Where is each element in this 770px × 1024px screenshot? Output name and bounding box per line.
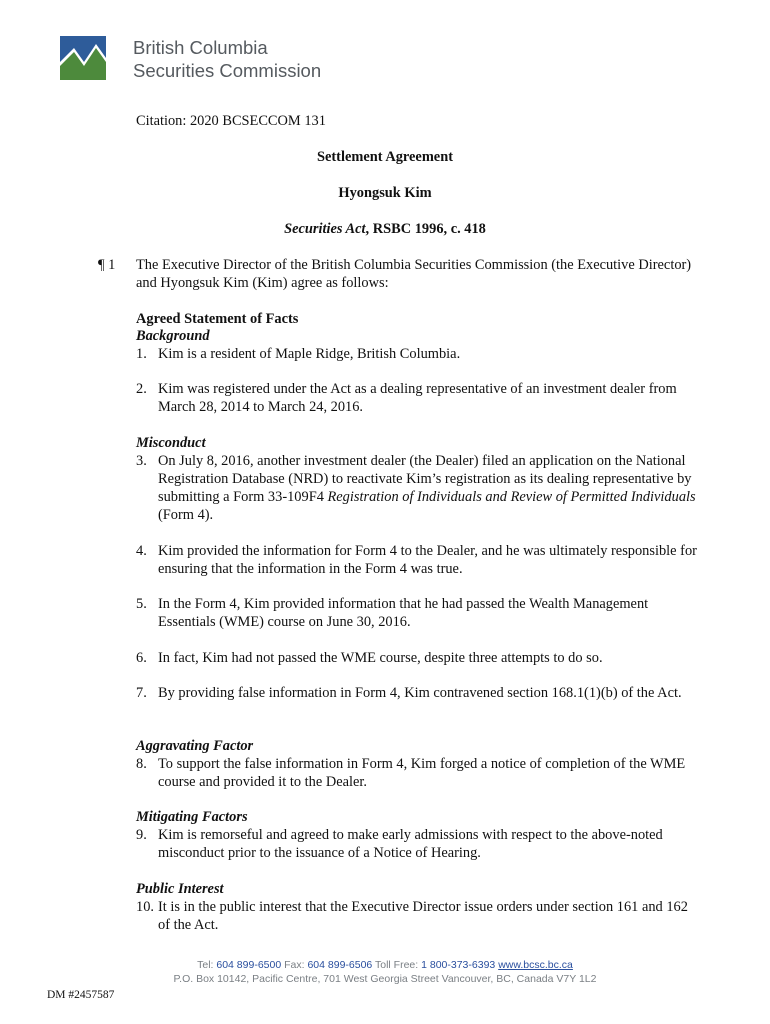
org-name-line2: Securities Commission bbox=[133, 60, 322, 81]
item-number: 7. bbox=[136, 685, 147, 701]
list-item: Kim was registered under the Act as a dealing representative of an investment dealer from March 28, 2014 to March 24, 2016. bbox=[158, 381, 677, 415]
item-number: 2. bbox=[136, 381, 147, 397]
form-title: Registration of Individuals and Review of Permitted Individuals bbox=[327, 489, 696, 505]
list-item: Kim is remorseful and agreed to make early admissions with respect to the above-noted misconduct prior to the issuance of a Notice of Hearing. bbox=[158, 827, 663, 861]
dm-number: DM #2457587 bbox=[47, 989, 115, 1001]
statute-citation: , RSBC 1996, c. 418 bbox=[365, 221, 486, 237]
misconduct-heading: Misconduct bbox=[136, 435, 206, 451]
footer-address: P.O. Box 10142, Pacific Centre, 701 West Georgia Street Vancouver, BC, Canada V7Y 1L2 bbox=[173, 973, 597, 985]
tollfree-number: 1 800-373-6393 bbox=[421, 959, 496, 971]
item-text: On July 8, 2016, another investment dealer (the Dealer) filed an application on the National Registration Database (NRD) to reactivate Kim’s registration as its dealing representative by submitting a Form 33-109F4 bbox=[158, 453, 692, 505]
item-number: 9. bbox=[136, 827, 147, 843]
tel-label: Tel: bbox=[197, 959, 214, 971]
list-item bbox=[158, 452, 698, 524]
item-number: 5. bbox=[136, 596, 147, 612]
item-number: 6. bbox=[136, 650, 147, 666]
list-item: In the Form 4, Kim provided information that he had passed the Wealth Management Essentials (WME) course on June 30, 2016. bbox=[158, 596, 649, 630]
list-item: To support the false information in Form 4, Kim forged a notice of completion of the WME course and provided it to the Dealer. bbox=[158, 756, 686, 790]
paragraph-mark: ¶ 1 bbox=[98, 257, 116, 273]
item-number: 3. bbox=[136, 453, 147, 469]
aggravating-heading: Aggravating Factor bbox=[136, 738, 254, 754]
item-number: 4. bbox=[136, 543, 147, 559]
item-number: 8. bbox=[136, 756, 147, 772]
bcsc-logo-icon bbox=[60, 36, 106, 80]
item-number: 1. bbox=[136, 346, 147, 362]
document-title: Settlement Agreement bbox=[317, 149, 453, 165]
list-item: In fact, Kim had not passed the WME course, despite three attempts to do so. bbox=[158, 650, 603, 666]
item-text: (Form 4). bbox=[158, 507, 214, 523]
org-name-line1: British Columbia bbox=[133, 37, 268, 58]
list-item: Kim provided the information for Form 4 to the Dealer, and he was ultimately responsible for ensuring that the information in the Form 4 was true. bbox=[158, 543, 697, 577]
mitigating-heading: Mitigating Factors bbox=[136, 809, 248, 825]
party-name: Hyongsuk Kim bbox=[338, 185, 432, 201]
website-link[interactable]: www.bcsc.bc.ca bbox=[498, 959, 573, 971]
citation: Citation: 2020 BCSECCOM 131 bbox=[136, 113, 326, 129]
tollfree-label: Toll Free: bbox=[375, 959, 419, 971]
public-interest-heading: Public Interest bbox=[136, 881, 224, 897]
fax-label: Fax: bbox=[284, 959, 305, 971]
facts-heading: Agreed Statement of Facts bbox=[136, 311, 299, 327]
footer-contact bbox=[0, 958, 770, 972]
item-number: 10. bbox=[136, 899, 154, 915]
statute-reference bbox=[0, 220, 770, 238]
fax-number: 604 899-6506 bbox=[307, 959, 373, 971]
intro-paragraph: The Executive Director of the British Columbia Securities Commission (the Executive Director) and Hyongsuk Kim (Kim) agree as follows: bbox=[136, 257, 692, 291]
statute-name: Securities Act bbox=[284, 221, 366, 237]
tel-number: 604 899-6500 bbox=[216, 959, 282, 971]
list-item: Kim is a resident of Maple Ridge, British Columbia. bbox=[158, 346, 461, 362]
organization-name bbox=[133, 36, 321, 82]
list-item: By providing false information in Form 4, Kim contravened section 168.1(1)(b) of the Act. bbox=[158, 685, 682, 701]
background-heading: Background bbox=[136, 328, 210, 344]
list-item: It is in the public interest that the Executive Director issue orders under section 161 and 162 of the Act. bbox=[158, 899, 688, 933]
